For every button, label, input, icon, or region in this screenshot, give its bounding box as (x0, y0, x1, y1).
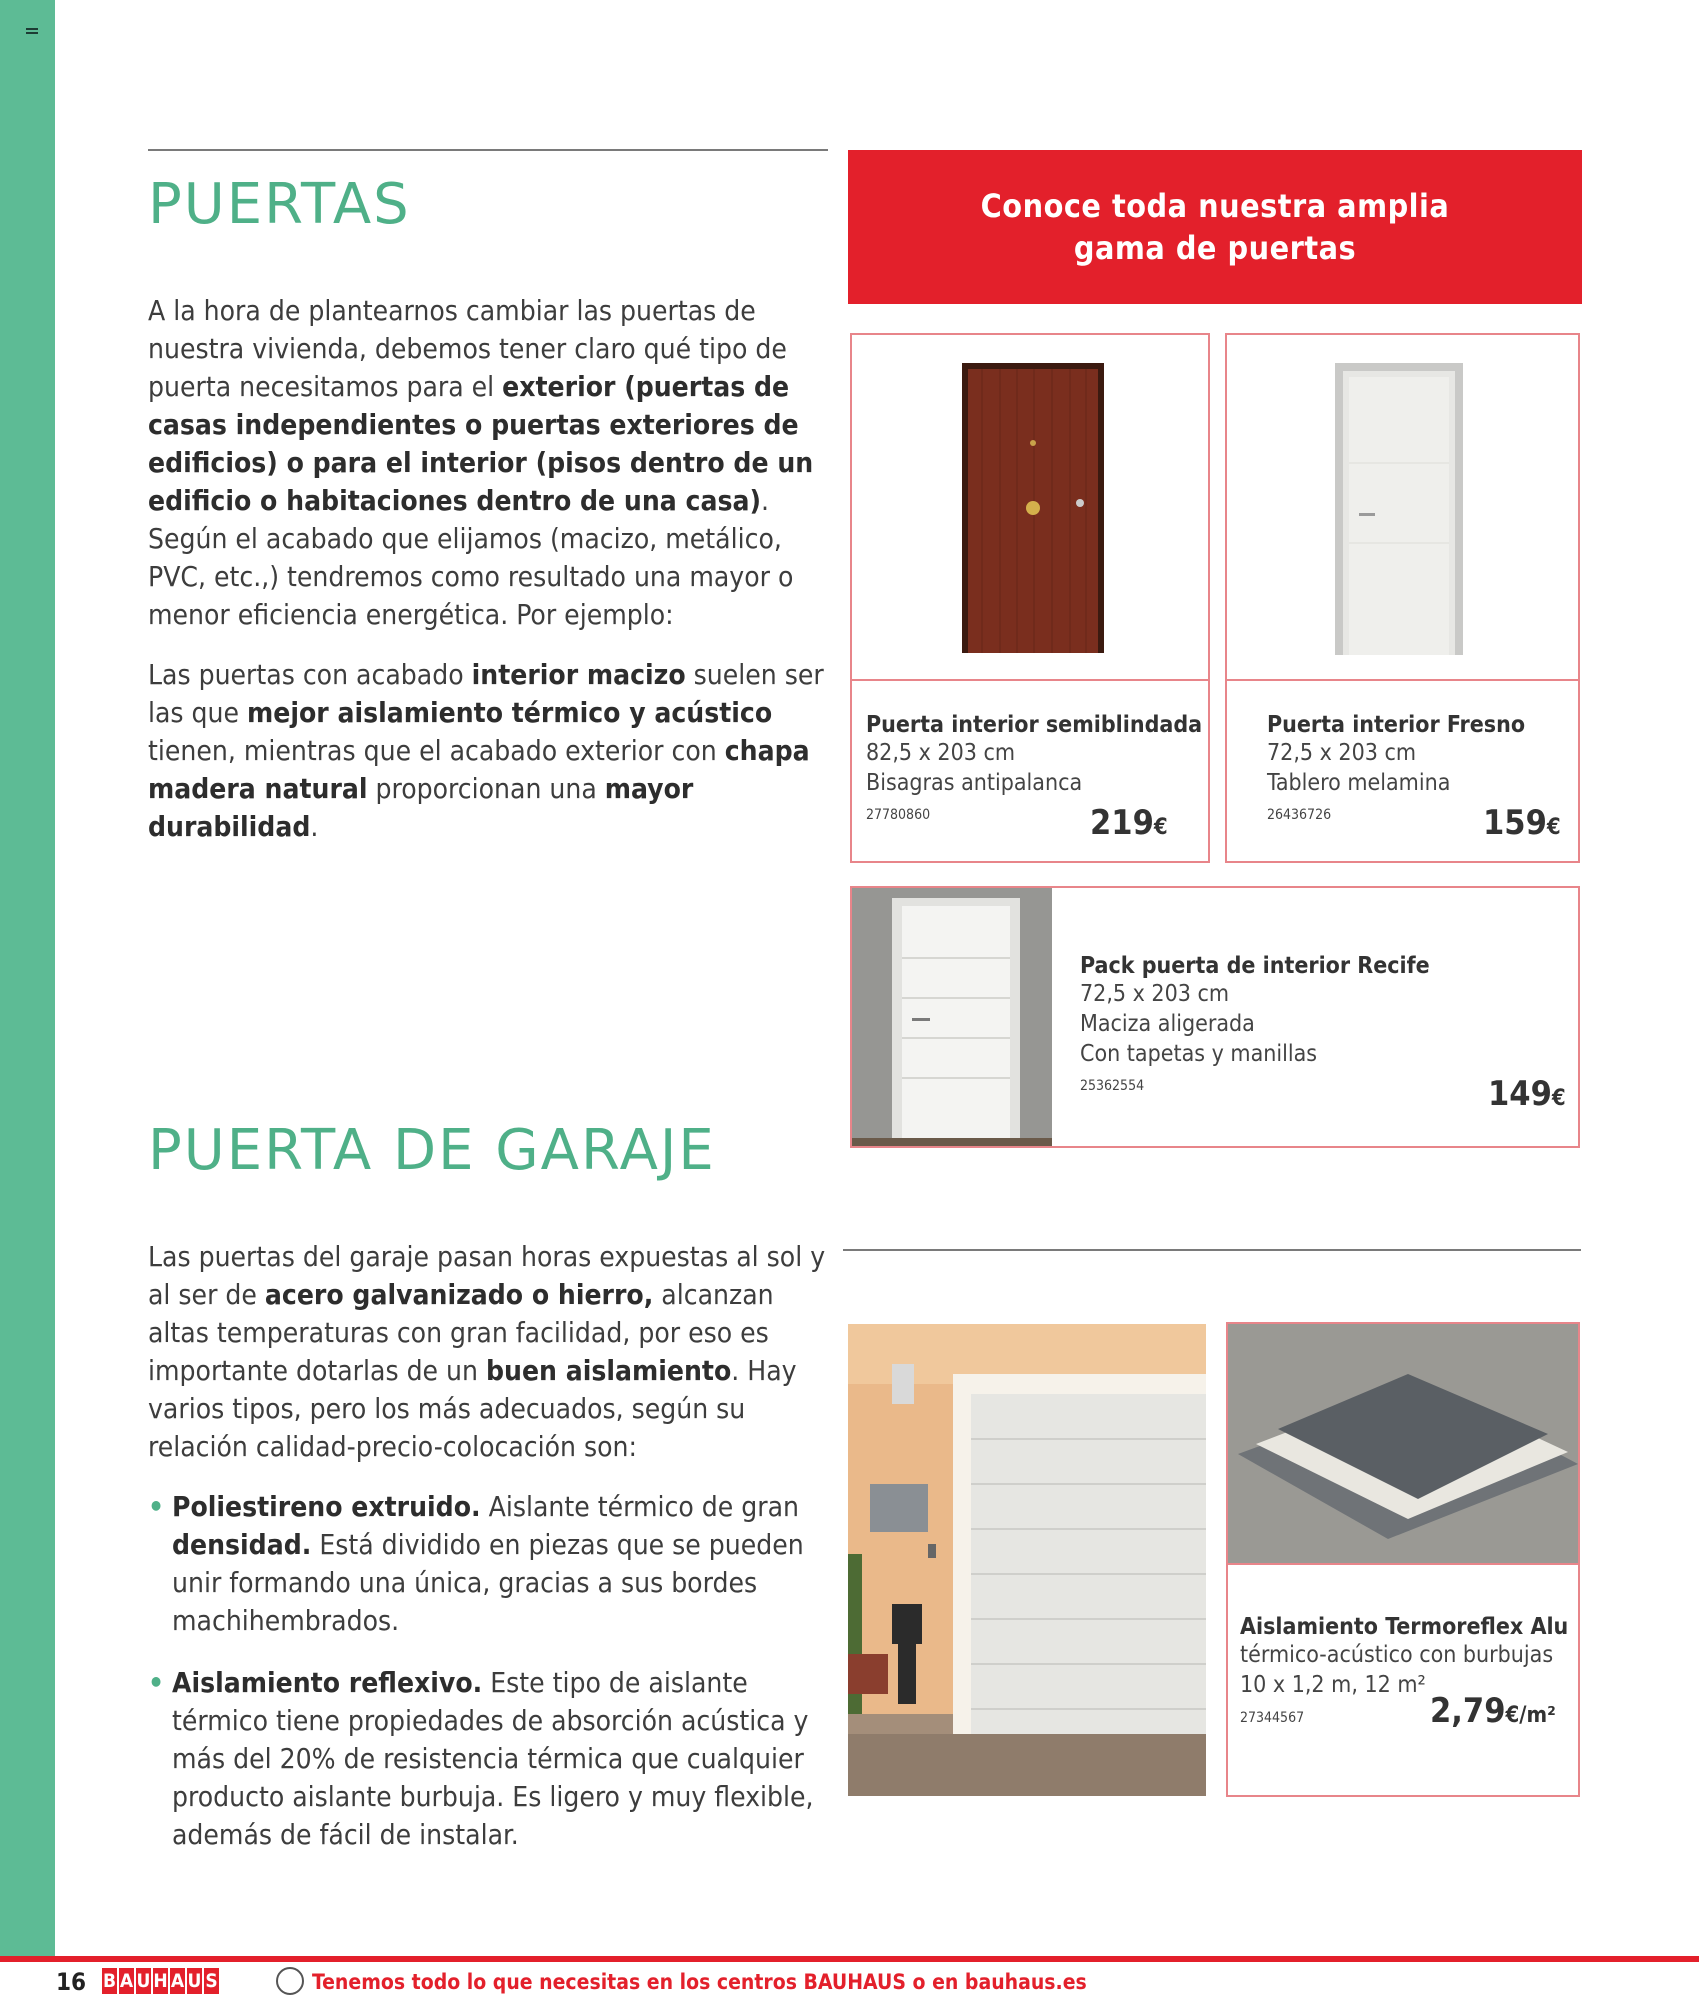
text-bold: interior macizo (471, 658, 686, 691)
divider (148, 149, 828, 151)
product-price (1483, 803, 1561, 843)
product-price (1488, 1074, 1566, 1114)
product-feature: Bisagras antipalanca (866, 770, 1083, 796)
product-size: 82,5 x 203 cm (866, 740, 1016, 766)
product-card-semiblindada[interactable] (850, 333, 1210, 863)
card-divider (1227, 679, 1578, 681)
text-bold: mejor aislamiento térmico y acústico (247, 696, 773, 729)
text-bold: densidad. (172, 1528, 312, 1561)
price-value: 149 (1488, 1074, 1552, 1114)
bauhaus-logo (102, 1968, 219, 1994)
product-name: Aislamiento Termoreflex Alu (1240, 1614, 1569, 1640)
text-span: alcanzan altas temperaturas con gran facilidad, por eso es importante dotarlas de un (148, 1278, 774, 1387)
section-title-puertas: PUERTAS (148, 172, 411, 237)
price-currency: €/m² (1505, 1703, 1556, 1728)
price-currency: € (1551, 1086, 1566, 1111)
product-ref: 26436726 (1267, 807, 1332, 823)
section-title-garaje: PUERTA DE GARAJE (148, 1118, 716, 1183)
text-bold: exterior (puertas de casas independientes o puertas exteriores de edificios) o para el interior (pisos dentro de un edificio o habitaciones dentro de una casa) (148, 370, 814, 517)
logo-letter: A (170, 1970, 185, 1992)
product-ref: 25362554 (1080, 1078, 1145, 1094)
footer-tagline: Tenemos todo lo que necesitas en los centros BAUHAUS o en bauhaus.es (312, 1970, 1087, 1994)
product-size: 72,5 x 203 cm (1080, 981, 1230, 1007)
text-span: Este tipo de aislante térmico tiene propiedades de absorción acústica y más del 20% de resistencia térmica que cualquier producto aislante burbuja. Es ligero y muy flexible, además de fácil de instalar. (172, 1666, 814, 1851)
door-image-wood (962, 363, 1104, 653)
product-name: Puerta interior semiblindada (866, 712, 1203, 738)
logo-letter: B (102, 1970, 117, 1992)
text-span: tienen, mientras que el acabado exterior con (148, 734, 725, 767)
product-ref: 27780860 (866, 807, 931, 823)
text-span: Aislante térmico de gran (480, 1490, 799, 1523)
product-name: Pack puerta de interior Recife (1080, 953, 1430, 979)
puertas-paragraph-2 (148, 656, 828, 846)
menu-icon[interactable] (26, 28, 38, 36)
text-span: proporcionan una (367, 772, 605, 805)
product-price (1090, 803, 1168, 843)
divider (843, 1249, 1581, 1251)
sidebar-band (0, 0, 55, 1958)
logo-letter: S (205, 1970, 218, 1992)
logo-letter: A (119, 1970, 134, 1992)
text-span: . (310, 810, 319, 843)
product-feature: Tablero melamina (1267, 770, 1451, 796)
product-size: 10 x 1,2 m, 12 m² (1240, 1672, 1426, 1698)
product-card-fresno[interactable] (1225, 333, 1580, 863)
text-bold: mayor durabilidad (148, 772, 694, 843)
text-bold: Aislamiento reflexivo. (172, 1666, 483, 1699)
text-bold: Poliestireno extruido. (172, 1490, 481, 1523)
list-item (148, 1488, 828, 1640)
card-divider (852, 679, 1208, 681)
price-value: 159 (1483, 803, 1547, 843)
text-span: Está dividido en piezas que se pueden unir formando una única, gracias a sus bordes machihembrados. (172, 1528, 804, 1637)
product-ref: 27344567 (1240, 1710, 1305, 1726)
garaje-text (148, 1238, 828, 1878)
cart-icon (276, 1967, 304, 1995)
product-card-recife[interactable] (850, 886, 1580, 1148)
text-span: Las puertas con acabado (148, 658, 472, 691)
text-span: . Según el acabado que elijamos (macizo, metálico, PVC, etc.,) tendremos como resultado una mayor o menor eficiencia energética. Por ejemplo: (148, 484, 794, 631)
logo-letter: U (187, 1970, 202, 1992)
price-currency: € (1153, 815, 1168, 840)
list-item (148, 1664, 828, 1854)
text-span: A la hora de plantearnos cambiar las puertas de nuestra vivienda, debemos tener claro qué tipo de puerta necesitamos para el (148, 294, 787, 403)
page-number: 16 (56, 1968, 87, 1996)
text-bold: buen aislamiento (486, 1354, 732, 1387)
garaje-paragraph (148, 1238, 828, 1466)
product-feature: Maciza aligerada (1080, 1011, 1255, 1037)
text-span: suelen ser las que (148, 658, 824, 729)
product-size: 72,5 x 203 cm (1267, 740, 1417, 766)
card-divider (1228, 1563, 1578, 1565)
door-image-recife (852, 888, 1052, 1146)
promo-text: Conoce toda nuestra amplia gama de puertas (980, 187, 1450, 267)
logo-letter: H (153, 1970, 168, 1992)
promo-banner[interactable] (848, 150, 1582, 304)
price-value: 219 (1090, 803, 1154, 843)
puertas-paragraph-1 (148, 292, 828, 634)
product-feature: Con tapetas y manillas (1080, 1041, 1318, 1067)
footer-rule (0, 1956, 1699, 1962)
product-card-termoreflex[interactable] (1226, 1322, 1580, 1797)
text-span: . Hay varios tipos, pero los más adecuados, según su relación calidad-precio-colocación son: (148, 1354, 797, 1463)
product-feature: térmico-acústico con burbujas (1240, 1642, 1554, 1668)
puertas-text (148, 292, 828, 846)
insulation-photo (1228, 1324, 1578, 1564)
door-image-white (1335, 363, 1463, 655)
text-span: Las puertas del garaje pasan horas expuestas al sol y al ser de (148, 1240, 826, 1311)
product-price (1430, 1691, 1556, 1731)
price-value: 2,79 (1430, 1691, 1506, 1731)
text-bold: chapa madera natural (148, 734, 810, 805)
price-currency: € (1546, 815, 1561, 840)
text-bold: acero galvanizado o hierro, (264, 1278, 654, 1311)
logo-letter: U (136, 1970, 151, 1992)
insulation-list (148, 1488, 828, 1854)
garage-door-photo (848, 1324, 1206, 1796)
product-name: Puerta interior Fresno (1267, 712, 1526, 738)
